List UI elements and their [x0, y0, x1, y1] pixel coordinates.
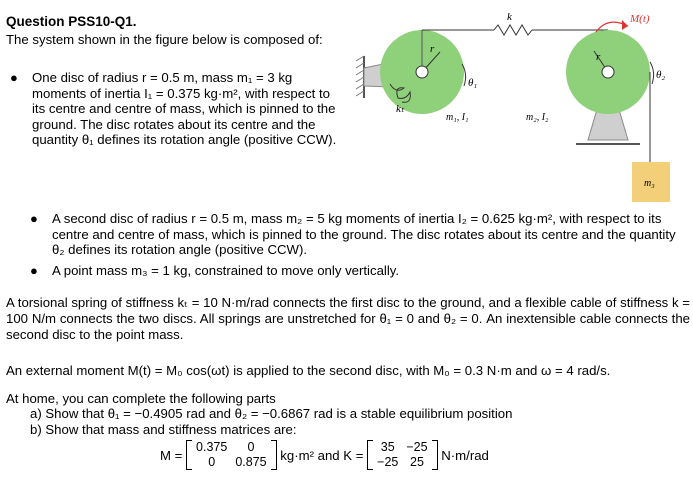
stiffness-matrix-cell: 35	[380, 440, 395, 454]
mass-matrix-cell: 0	[247, 440, 255, 454]
label-theta2: θ₂	[656, 69, 666, 81]
label-m3: m₃	[644, 178, 655, 189]
label-Mt: M(t)	[630, 13, 650, 25]
moment-paragraph: An external moment M(t) = M₀ cos(ωt) is applied to the second disc, with M₀ = 0.3 N·m and ω = 4 rad/s.	[6, 363, 611, 378]
homework-intro: At home, you can complete the following parts	[6, 391, 276, 406]
system-figure	[350, 6, 690, 206]
cable-spring	[494, 25, 532, 35]
stiffness-matrix-cell: 25	[410, 455, 424, 469]
label-r1: r	[430, 43, 435, 55]
stiffness-matrix-cell: −25	[406, 440, 428, 454]
intro-text: The system shown in the figure below is composed of:	[6, 32, 323, 47]
mass-unit-and-k-label: kg·m² and K =	[280, 447, 364, 463]
bullet-dot: ●	[10, 70, 18, 85]
mass-matrix-cell: 0.875	[235, 455, 267, 469]
bullet-disc-2	[30, 211, 688, 258]
label-r2: r	[596, 51, 601, 63]
label-k: k	[507, 11, 512, 23]
bullet-point-mass	[30, 263, 688, 279]
bullet-disc-1	[10, 70, 344, 148]
mass-matrix	[186, 440, 277, 470]
bullet-dot: ●	[30, 211, 38, 226]
bullet-dot: ●	[30, 263, 38, 278]
mass-matrix-cell: 0.375	[196, 440, 228, 454]
stiffness-matrix	[367, 440, 437, 470]
stiffness-matrix-cell: −25	[377, 455, 399, 469]
part-a: a) Show that θ₁ = −0.4905 rad and θ₂ = −0.6867 rad is a stable equilibrium position	[30, 406, 513, 421]
label-m1: m₁, I₁	[446, 112, 469, 123]
question-title: Question PSS10-Q1.	[6, 14, 137, 29]
bullet-disc-1-text: One disc of radius r = 0.5 m, mass m₁ = 3 kg moments of inertia I₁ = 0.375 kg·m², with respect to its centre and centre of mass, which is pinned to the ground. The disc rotates about its centre and the quantity θ₁ defines its rotation angle (positive CCW).	[32, 70, 337, 148]
mass-matrix-cell: 0	[208, 455, 216, 469]
matrices-equation	[160, 440, 489, 474]
bullet-disc-2-text: A second disc of radius r = 0.5 m, mass m₂ = 5 kg moments of inertia I₂ = 0.625 kg·m², with respect to its centre and centre of mass, which is pinned to the ground. The disc rotates about its centre and the quantity θ₂ defines its rotation angle (positive CCW).	[52, 211, 676, 258]
bullet-point-mass-text: A point mass m₃ = 1 kg, constrained to move only vertically.	[52, 263, 400, 278]
label-kt: kₜ	[396, 103, 405, 115]
mass-matrix-label: M =	[160, 447, 183, 463]
stiffness-unit: N·m/rad	[441, 447, 489, 463]
springs-paragraph: A torsional spring of stiffness kₜ = 10 N·m/rad connects the first disc to the ground, and a flexible cable of stiffness k = 100 N/m connects the two discs. All springs are unstretched for θ₁ = 0 and θ₂ = 0. An inextensible cable connects the second disc to the point mass.	[6, 295, 690, 342]
label-m2: m₂, I₂	[526, 112, 549, 123]
part-b: b) Show that mass and stiffness matrices are:	[30, 422, 297, 437]
label-theta1: θ₁	[468, 77, 478, 89]
